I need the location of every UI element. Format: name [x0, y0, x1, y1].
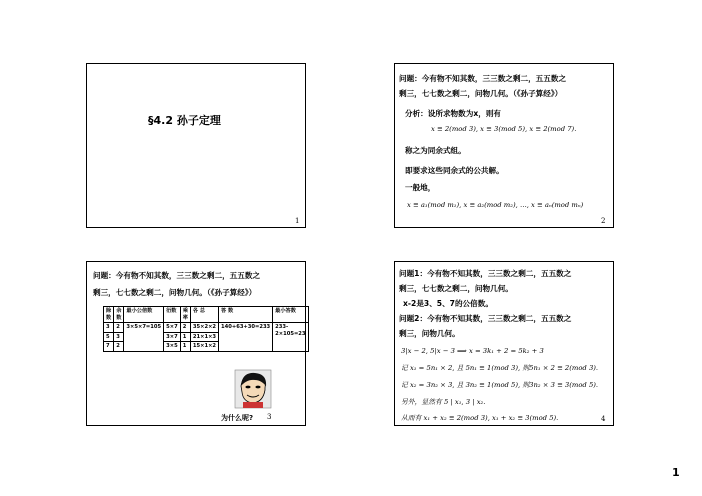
cartoon-caption: 为什么呢?	[221, 414, 254, 422]
slide-2	[394, 63, 614, 228]
derivation-line-2: 记 x₁ = 5n₁ × 2, 且 5n₁ ≡ 1(mod 3), 则5n₁ × 2 ≡ 2(mod 3).	[401, 364, 599, 372]
problem1-line-2: 剩三，七七数之剩二，问物几何。	[399, 284, 513, 293]
table-cell: 233-2×105=23	[273, 323, 308, 352]
common-multiple-line: x-2是3、5、7的公倍数。	[403, 299, 493, 308]
problem-line-1: 问题：今有物不知其数，三三数之剩二，五五数之	[93, 271, 261, 280]
page-number: 1	[672, 466, 680, 479]
problem-line-1: 问题：今有物不知其数，三三数之剩二，五五数之	[399, 74, 567, 83]
table-cell: 2	[114, 323, 124, 333]
slide-1	[86, 63, 306, 228]
problem2-line-1: 问题2：今有物不知其数，三三数之剩二，五五数之	[399, 314, 572, 323]
table-cell: 35×2×2	[190, 323, 218, 333]
derivation-line-4: 另外，显然有 5 | x₁, 3 | x₂.	[401, 398, 486, 406]
problem-line-2: 剩三，七七数之剩二，问物几何。（《孙子算经》）	[93, 288, 257, 297]
derivation-line-1: 3|x − 2, 5|x − 3 ⟹ x = 3k₁ + 2 = 5k₂ + 3	[401, 347, 544, 355]
table-header: 最小公倍数	[124, 307, 164, 323]
slide-title: §4.2 孙子定理	[148, 114, 221, 127]
congruence-system: x ≡ 2(mod 3), x ≡ 3(mod 5), x ≡ 2(mod 7).	[431, 125, 577, 133]
table-cell: 2	[114, 342, 124, 352]
table-cell: 7	[104, 342, 114, 352]
table-cell: 5×7	[164, 323, 181, 333]
general-line: 一般地，	[405, 183, 436, 192]
table-cell: 1	[180, 342, 190, 352]
problem1-line-1: 问题1：今有物不知其数，三三数之剩二，五五数之	[399, 269, 572, 278]
table-cell: 21×1×3	[190, 332, 218, 342]
derivation-line-5: 从而有 x₁ + x₂ ≡ 2(mod 3), x₁ + x₂ ≡ 3(mod 5).	[401, 414, 559, 422]
table-cell: 2	[180, 323, 190, 333]
slide-number: 1	[295, 217, 300, 225]
slide-number: 2	[601, 217, 606, 225]
analysis-line: 分析：设所求物数为x，则有	[405, 109, 502, 118]
slide-number: 3	[267, 413, 272, 421]
table-header: 衍数	[164, 307, 181, 323]
problem2-line-2: 剩三，问物几何。	[399, 329, 460, 338]
table-cell: 3×5×7=105	[124, 323, 164, 352]
table-cell: 140+63+30=233	[219, 323, 273, 352]
table-header: 各 总	[190, 307, 218, 323]
derivation-line-3: 记 x₂ = 3n₂ × 3, 且 3n₂ ≡ 1(mod 5), 则3n₂ × 3 ≡ 3(mod 5).	[401, 381, 599, 389]
table-header-row	[104, 307, 309, 323]
named-line: 称之为同余式组。	[405, 146, 466, 155]
problem-line-2: 剩三，七七数之剩二，问物几何。（《孙子算经》）	[399, 89, 563, 98]
table-header: 答 数	[219, 307, 273, 323]
general-congruence: x ≡ a₁(mod m₁), x ≡ a₂(mod m₂), …, x ≡ aₙ(mod mₙ)	[407, 201, 584, 209]
table-cell: 1	[180, 332, 190, 342]
seek-line: 即要求这些同余式的公共解。	[405, 166, 504, 175]
table-header: 除数	[104, 307, 114, 323]
table-cell: 3	[104, 323, 114, 333]
table-cell: 15×1×2	[190, 342, 218, 352]
table-cell: 5	[104, 332, 114, 342]
slide-number: 4	[601, 415, 606, 423]
table-header: 乘率	[180, 307, 190, 323]
slide-3	[86, 261, 306, 426]
slide-4	[394, 261, 614, 426]
table-header: 最小答数	[273, 307, 308, 323]
table-header: 余数	[114, 307, 124, 323]
table-cell: 3	[114, 332, 124, 342]
cartoon-boy-illustration	[233, 368, 273, 410]
table-cell: 3×5	[164, 342, 181, 352]
table-row	[104, 323, 309, 333]
table-cell: 3×7	[164, 332, 181, 342]
solution-table	[103, 306, 309, 352]
